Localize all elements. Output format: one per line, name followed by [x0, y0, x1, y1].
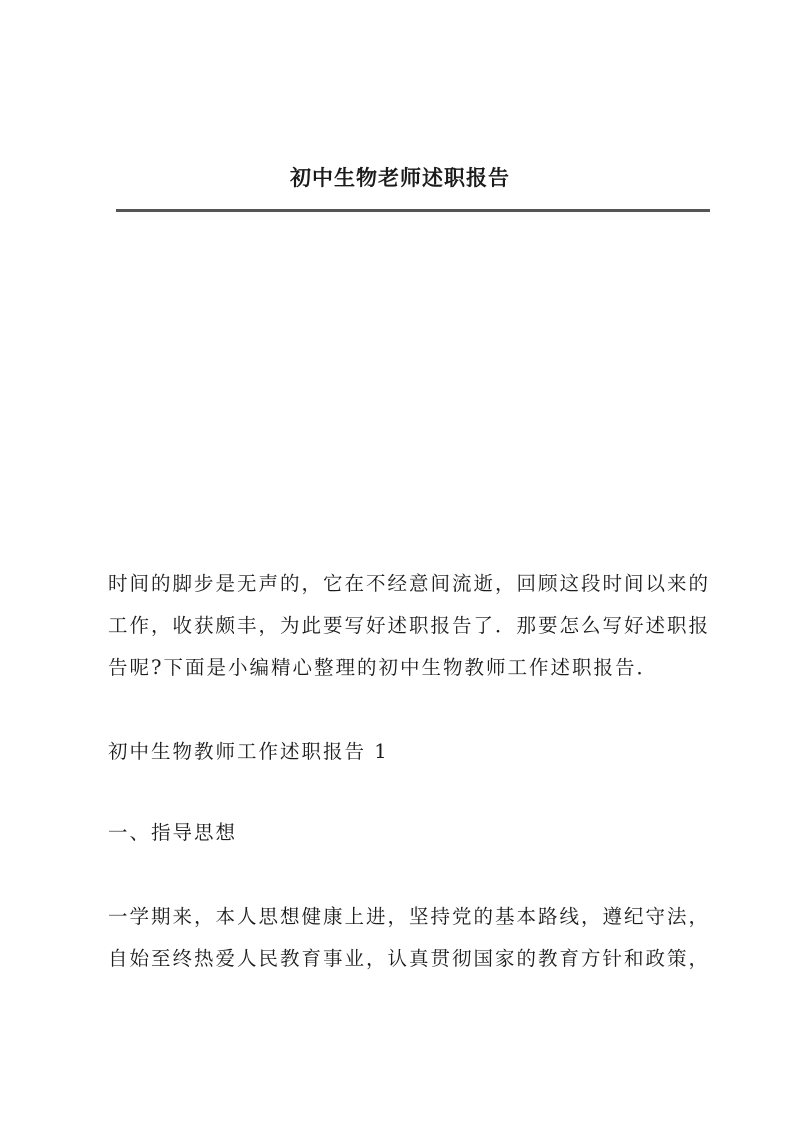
body-line-1: 一学期来，本人思想健康上进，坚持党的基本路线，遵纪守法， [108, 905, 711, 928]
body-line-2: 自始至终热爱人民教育事业，认真贯彻国家的教育方针和政策， [108, 947, 711, 970]
intro-paragraph [108, 563, 711, 689]
subheading: 一、指导思想 [108, 821, 238, 844]
section-title: 初中生物教师工作述职报告 1 [108, 740, 389, 763]
document-title: 初中生物老师述职报告 [290, 165, 510, 190]
intro-line-2: 工作，收获颇丰，为此要写好述职报告了．那要怎么写好述职报 [108, 614, 711, 637]
intro-line-3: 告呢?下面是小编精心整理的初中生物教师工作述职报告． [108, 656, 658, 679]
body-paragraph [108, 896, 711, 980]
title-divider [116, 209, 710, 212]
intro-line-1: 时间的脚步是无声的，它在不经意间流逝，回顾这段时间以来的 [108, 572, 711, 595]
